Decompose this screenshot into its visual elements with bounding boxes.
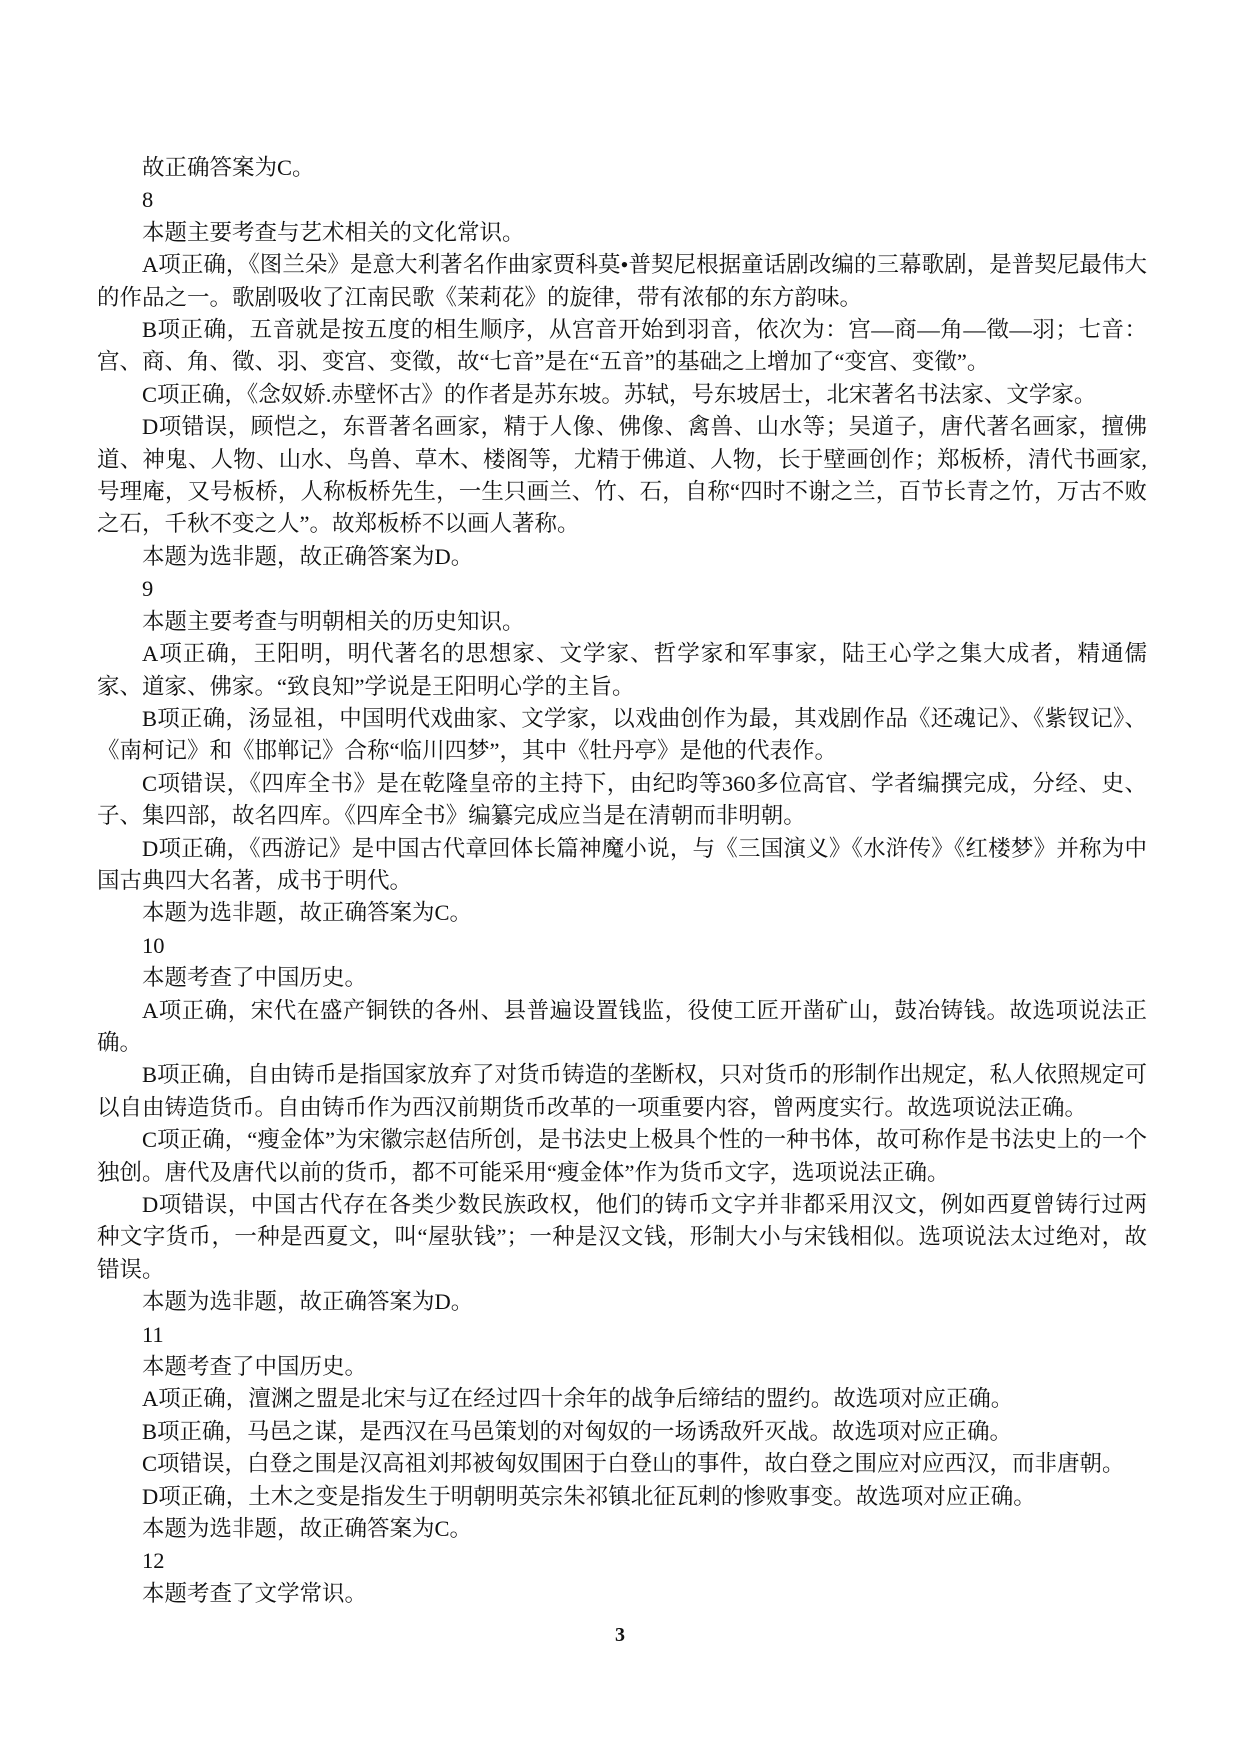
paragraph: B项正确，自由铸币是指国家放弃了对货币铸造的垄断权，只对货币的形制作出规定，私人依照规定可以自由铸造货币。自由铸币作为西汉前期货币改革的一项重要内容，曾两度实行。故选项说法正确。 — [97, 1062, 1148, 1120]
paragraph: 11 — [142, 1321, 164, 1347]
paragraph: A项正确，王阳明，明代著名的思想家、文学家、哲学家和军事家，陆王心学之集大成者，精通儒家、道家、佛家。“致良知”学说是王阳明心学的主旨。 — [97, 641, 1147, 699]
paragraph: 8 — [142, 187, 154, 213]
paragraph: 本题考查了中国历史。 — [142, 1354, 368, 1380]
paragraph: A项正确，澶渊之盟是北宋与辽在经过四十余年的战争后缔结的盟约。故选项对应正确。 — [142, 1386, 1014, 1412]
paragraph: C项错误，白登之围是汉高祖刘邦被匈奴围困于白登山的事件，故白登之围应对应西汉，而非唐朝。 — [142, 1451, 1125, 1477]
paragraph: B项正确，汤显祖，中国明代戏曲家、文学家，以戏曲创作为最，其戏剧作品《还魂记》、《紫钗记》、《南柯记》和《邯郸记》合称“临川四梦”，其中《牡丹亭》是他的代表作。 — [97, 705, 1147, 764]
paragraph: 故正确答案为C。 — [142, 155, 315, 180]
paragraph: 12 — [142, 1548, 165, 1574]
paragraph: 本题考查了中国历史。 — [142, 965, 368, 991]
paragraph: 本题为选非题，故正确答案为D。 — [142, 1289, 474, 1315]
paragraph: A项正确，《图兰朵》是意大利著名作曲家贾科莫•普契尼根据童话剧改编的三幕歌剧，是普契尼最伟大的作品之一。歌剧吸收了江南民歌《茉莉花》的旋律，带有浓郁的东方韵味。 — [97, 252, 1147, 310]
paragraph: 本题为选非题，故正确答案为D。 — [142, 543, 474, 569]
paragraph: C项正确，《念奴娇.赤壁怀古》的作者是苏东坡。苏轼，号东坡居士，北宋著名书法家、文学家。 — [142, 381, 1097, 407]
paragraph: D项正确，《西游记》是中国古代章回体长篇神魔小说，与《三国演义》《水浒传》《红楼梦》并称为中国古典四大名著，成书于明代。 — [97, 835, 1147, 893]
page-number: 3 — [615, 1624, 625, 1646]
paragraph: B项正确，五音就是按五度的相生顺序，从宫音开始到羽音，依次为：宫—商—角—徵—羽；七音：宫、商、角、徵、羽、变宫、变徵，故“七音”是在“五音”的基础之上增加了“变宫、变徵”。 — [97, 317, 1147, 375]
paragraph: 本题为选非题，故正确答案为C。 — [142, 900, 473, 926]
paragraph: A项正确，宋代在盛产铜铁的各州、县普遍设置钱监，役使工匠开凿矿山，鼓冶铸钱。故选项说法正确。 — [97, 997, 1147, 1055]
paragraph: D项错误，中国古代存在各类少数民族政权，他们的铸币文字并非都采用汉文，例如西夏曾铸行过两种文字货币，一种是西夏文，叫“屋驮钱”；一种是汉文钱，形制大小与宋钱相似。选项说法太过绝对，故错误。 — [97, 1192, 1147, 1282]
paragraph: 9 — [142, 576, 154, 602]
paragraph: 本题主要考查与艺术相关的文化常识。 — [142, 219, 525, 245]
paragraph: D项错误，顾恺之，东晋著名画家，精于人像、佛像、禽兽、山水等；吴道子，唐代著名画家，擅佛道、神鬼、人物、山水、鸟兽、草木、楼阁等，尤精于佛道、人物，长于壁画创作；郑板桥，清代书画家,号理庵，又号板桥，人称板桥先生，一生只画兰、竹、石，自称“四时不谢之兰，百节长青之竹，万古不败之石，千秋不变之人”。故郑板桥不以画人著称。 — [97, 414, 1147, 537]
paragraph: B项正确，马邑之谋，是西汉在马邑策划的对匈奴的一场诱敌歼灭战。故选项对应正确。 — [142, 1418, 1013, 1444]
paragraph: 本题考查了文学常识。 — [142, 1580, 368, 1606]
paragraph: D项正确，土木之变是指发生于明朝明英宗朱祁镇北征瓦剌的惨败事变。故选项对应正确。 — [142, 1483, 1036, 1509]
paragraph: C项错误，《四库全书》是在乾隆皇帝的主持下，由纪昀等360多位高官、学者编撰完成，分经、史、子、集四部，故名四库。《四库全书》编纂完成应当是在清朝而非明朝。 — [97, 770, 1147, 829]
paragraph: C项正确，“瘦金体”为宋徽宗赵佶所创，是书法史上极具个性的一种书体，故可称作是书法史上的一个独创。唐代及唐代以前的货币，都不可能采用“瘦金体”作为货币文字，选项说法正确。 — [97, 1127, 1147, 1185]
paragraph: 10 — [142, 932, 165, 958]
paragraph: 本题为选非题，故正确答案为C。 — [142, 1516, 473, 1542]
paragraph: 本题主要考查与明朝相关的历史知识。 — [142, 608, 525, 634]
document-body — [97, 152, 1147, 1610]
